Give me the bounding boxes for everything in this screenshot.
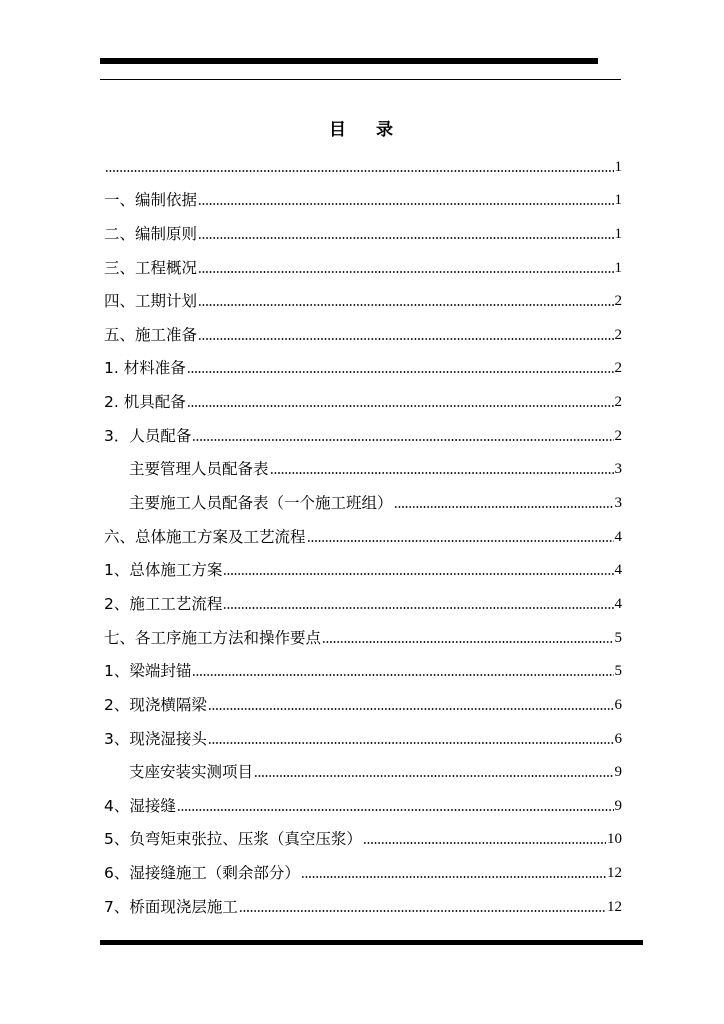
toc-entry-label: 6、湿接缝施工（剩余部分） [104,864,300,883]
toc-entry-page: 1 [614,158,622,175]
toc-entry-label: 5、负弯矩束张拉、压浆（真空压浆） [104,830,362,849]
toc-entry-label: 七、各工序施工方法和操作要点 [104,628,322,647]
toc-entry-label: 1. 材料准备 [104,359,186,378]
toc-entry-label: 2、现浇横隔梁 [104,695,207,714]
toc-dot-leader [322,640,613,644]
toc-dot-leader [105,169,614,173]
toc-dot-leader [198,202,613,206]
toc-entry[interactable] [104,548,622,582]
toc-entry[interactable] [104,413,622,447]
toc-entry-label: 主要管理人员配备表 [129,460,269,479]
toc-dot-leader [270,471,614,475]
toc-entry-label: 四、工期计划 [104,292,198,311]
toc-dot-leader [307,539,614,543]
toc-entry-page: 6 [614,696,622,713]
toc-dot-leader [394,505,614,509]
toc-entry-page: 6 [614,730,622,747]
toc-entry-label: 2. 机具配备 [104,393,186,412]
toc-entry[interactable] [104,346,622,380]
toc-entry[interactable] [104,783,622,817]
toc-entry-label: 六、总体施工方案及工艺流程 [104,527,306,546]
toc-entry[interactable] [104,615,622,649]
toc-entry-label: 主要施工人员配备表（一个施工班组） [129,494,393,513]
toc-entry-label: 1、总体施工方案 [104,561,223,580]
toc-entry-page: 3 [614,461,622,478]
toc-dot-leader [192,438,613,442]
toc-entry-page: 4 [614,595,622,612]
toc-entry-page: 9 [614,764,622,781]
toc-entry-label: 五、施工准备 [104,325,198,344]
toc-entry-label: 7、桥面现浇层施工 [104,897,238,916]
toc-entry-label: 2、施工工艺流程 [104,594,223,613]
toc-dot-leader [208,741,614,745]
toc-entry[interactable] [104,716,622,750]
toc-entry[interactable] [104,817,622,851]
toc-entry-page: 2 [614,293,622,310]
toc-entry[interactable] [104,682,622,716]
header-thick-rule [100,58,598,64]
toc-entry[interactable] [104,884,622,918]
toc-entry-page: 2 [614,360,622,377]
toc-entry[interactable] [104,312,622,346]
toc-entry[interactable] [104,211,622,245]
toc-entry[interactable] [104,649,622,683]
toc-entry-page: 2 [614,394,622,411]
toc-entry-page: 2 [614,427,622,444]
toc-dot-leader [198,303,613,307]
toc-dot-leader [363,841,606,845]
toc-dot-leader [198,236,613,240]
toc-entry-label: 3．人员配备 [104,426,192,445]
toc-entry[interactable] [104,750,622,784]
toc-dot-leader [177,808,614,812]
toc-entry-page: 12 [607,898,622,915]
toc-entry-label: 一、编制依据 [104,191,198,210]
toc-dot-leader [254,774,613,778]
toc-entry[interactable] [104,144,622,178]
toc-entry-page: 9 [614,797,622,814]
toc-entry-page: 1 [614,259,622,276]
toc-dot-leader [187,370,614,374]
toc-entry[interactable] [104,581,622,615]
toc-entry-page: 2 [614,326,622,343]
toc-entry-label: 1、梁端封锚 [104,662,192,681]
toc-entry-page: 3 [614,495,622,512]
toc-dot-leader [187,404,614,408]
toc-dot-leader [301,875,606,879]
toc-entry-page: 4 [614,562,622,579]
toc-entry-page: 4 [614,528,622,545]
toc-entry[interactable] [104,245,622,279]
toc-entry-page: 12 [607,865,622,882]
toc-entry[interactable] [104,447,622,481]
toc-dot-leader [198,337,613,341]
page-title: 目 录 [329,120,405,140]
toc-dot-leader [208,707,614,711]
toc-entry-page: 1 [614,225,622,242]
toc-entry-label: 二、编制原则 [104,224,198,243]
toc-entry[interactable] [104,379,622,413]
toc-entry[interactable] [104,178,622,212]
toc-entry[interactable] [104,514,622,548]
toc-entry-label: 三、工程概况 [104,258,198,277]
toc-entry-page: 5 [614,629,622,646]
toc-entry[interactable] [104,480,622,514]
toc-dot-leader [223,606,613,610]
toc-dot-leader [192,673,613,677]
toc-entry-page: 1 [614,192,622,209]
table-of-contents [104,144,622,918]
toc-entry-label: 3、现浇湿接头 [104,729,207,748]
header-thin-rule [100,79,621,80]
toc-entry-label: 支座安装实测项目 [129,763,254,782]
footer-thick-rule [100,940,643,945]
toc-entry[interactable] [104,850,622,884]
toc-entry-label: 4、湿接缝 [104,796,176,815]
toc-dot-leader [223,572,613,576]
toc-dot-leader [239,909,606,913]
toc-entry[interactable] [104,279,622,313]
toc-dot-leader [198,270,613,274]
toc-entry-page: 10 [607,831,622,848]
toc-entry-page: 5 [614,663,622,680]
